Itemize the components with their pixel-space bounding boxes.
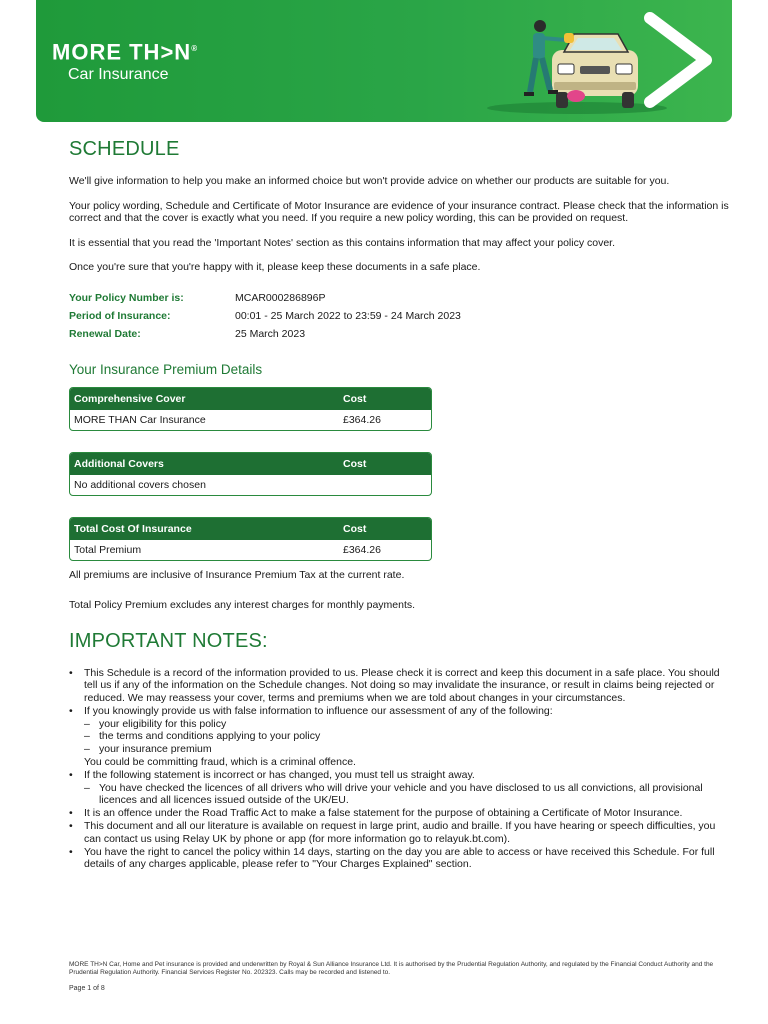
row-label: Total Premium — [74, 543, 142, 556]
list-item — [69, 705, 733, 769]
list-item-text: If the following statement is incorrect or has changed, you must tell us straight away. — [84, 768, 475, 781]
schedule-paragraph: Your policy wording, Schedule and Certificate of Motor Insurance are evidence of your insurance contract. Please check that the information is correct and that the cover is exactly what you need. If you require a new policy wording, this can be provided on request. — [69, 199, 729, 224]
renewal-label: Renewal Date: — [69, 327, 141, 340]
car-wash-illustration-icon — [482, 0, 732, 122]
brand-registered-mark: ® — [191, 44, 199, 53]
table-header: Total Cost Of Insurance — [74, 522, 192, 535]
brand-subtitle: Car Insurance — [68, 66, 169, 84]
list-item: • This Schedule is a record of the information provided to us. Please check it is correct and keep this document in a safe place. You should tell us if any of the information on the Schedule changes. Not doing so may invalidate the insurance, or result in claims being rejected or reduced. We may reassess your cover, terms and premiums when we are told about changes in your circumstances. — [69, 667, 733, 705]
cost-header: Cost — [343, 457, 367, 470]
table-row — [70, 540, 431, 560]
list-item: • This document and all our literature is available on request in large print, audio and braille. If you have hearing or speech difficulties, you can contact us using Relay UK by phone or app (for more information go to relayuk.bt.com). — [69, 820, 733, 846]
policy-number-value: MCAR000286896P — [235, 291, 326, 304]
page-number: Page 1 of 8 — [69, 985, 105, 992]
interest-note: Total Policy Premium excludes any interest charges for monthly payments. — [69, 599, 416, 611]
table-row — [70, 410, 431, 430]
list-item: • It is an offence under the Road Traffic Act to make a false statement for the purpose of obtaining a Certificate of Motor Insurance. — [69, 807, 733, 820]
total-cost-table — [69, 517, 432, 561]
brand-name: MORE TH>N — [52, 39, 192, 65]
footer-disclaimer: MORE TH>N Car, Home and Pet insurance is provided and underwritten by Royal & Sun Alliance Insurance Ltd. It is authorised by the Prudential Regulation Authority, and regulated by the Financial Conduct Authority and the Prudential Regulation Authority. Financial Services Register No. 202323. Calls may be recorded and listened to. — [69, 961, 714, 976]
important-notes-list — [69, 667, 733, 872]
schedule-paragraph: It is essential that you read the 'Important Notes' section as this contains information that may affect your policy cover. — [69, 236, 616, 249]
list-item — [69, 769, 733, 807]
schedule-paragraph: We'll give information to help you make an informed choice but won't provide advice on whether our products are suitable for you. — [69, 175, 670, 187]
header-banner — [36, 0, 732, 122]
table-header: Additional Covers — [74, 457, 164, 470]
cost-header: Cost — [343, 392, 367, 405]
renewal-value: 25 March 2023 — [235, 327, 306, 340]
policy-details — [69, 292, 733, 340]
policy-number-label: Your Policy Number is: — [69, 291, 184, 304]
period-value: 00:01 - 25 March 2022 to 23:59 - 24 March 2023 — [235, 309, 461, 322]
list-item: • You have the right to cancel the policy within 14 days, starting on the day you are able to access or have received this Schedule. For full details of any charges applicable, please refer to "Your Charges Explained" section. — [69, 846, 733, 872]
row-cost: £364.26 — [343, 543, 381, 556]
important-notes-title: IMPORTANT NOTES: — [69, 629, 268, 652]
cost-header: Cost — [343, 522, 367, 535]
table-row — [70, 475, 431, 495]
sub-list-item: – your eligibility for this policy — [84, 718, 733, 731]
brand-logo — [52, 36, 198, 85]
sub-list-item: – You have checked the licences of all drivers who will drive your vehicle and you have disclosed to us all convictions, all provisional licences and all licences issued outside of the UK/EU. — [84, 782, 733, 808]
row-label: No additional covers chosen — [74, 478, 206, 491]
table-header: Comprehensive Cover — [74, 392, 186, 405]
tax-note: All premiums are inclusive of Insurance Premium Tax at the current rate. — [69, 568, 405, 581]
list-item-text: You could be committing fraud, which is a criminal offence. — [84, 756, 356, 769]
premium-title: Your Insurance Premium Details — [69, 361, 263, 377]
schedule-title: SCHEDULE — [69, 138, 180, 160]
additional-covers-table — [69, 452, 432, 496]
row-cost: £364.26 — [343, 413, 381, 426]
schedule-paragraph: Once you're sure that you're happy with it, please keep these documents in a safe place. — [69, 261, 481, 273]
row-label: MORE THAN Car Insurance — [74, 413, 206, 426]
list-item-text: If you knowingly provide us with false information to influence our assessment of any of the following: — [84, 704, 553, 717]
comprehensive-cover-table — [69, 387, 432, 431]
sub-list-item: – your insurance premium — [84, 743, 733, 756]
period-label: Period of Insurance: — [69, 309, 171, 322]
sub-list-item: – the terms and conditions applying to your policy — [84, 730, 733, 743]
document-body — [69, 138, 733, 871]
